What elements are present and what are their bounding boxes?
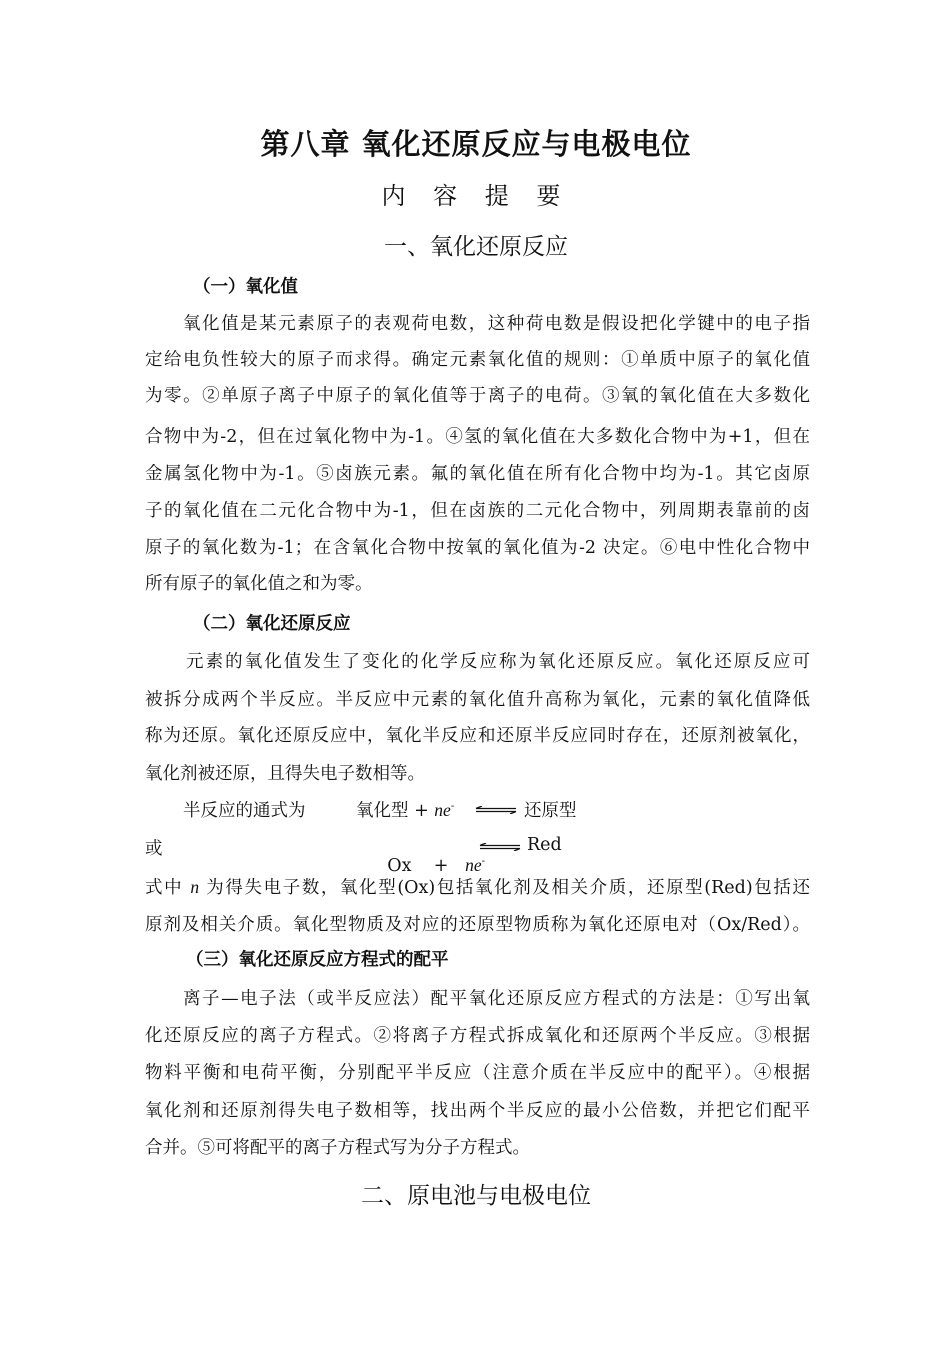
paragraph-line: 原剂及相关介质。氧化型物质及对应的还原型物质称为氧化还原电对（Ox/Red）。 — [145, 915, 810, 935]
paragraph-line: 合并。⑤可将配平的离子方程式写为分子方程式。 — [145, 1138, 530, 1158]
paragraph-line: 氧化值是某元素原子的表观荷电数，这种荷电数是假设把化学键中的电子指 — [183, 314, 810, 334]
subheading-balancing: （三）氧化还原反应方程式的配平 — [186, 950, 449, 970]
chapter-title: 第八章 氧化还原反应与电极电位 — [260, 127, 692, 161]
equation-left: Ox + ne- — [387, 855, 486, 876]
paragraph-line: 被拆分成两个半反应。半反应中元素的氧化值升高称为氧化，元素的氧化值降低 — [145, 690, 810, 710]
subheading-redox-reaction: （二）氧化还原反应 — [193, 614, 351, 634]
paragraph-line: 为零。②单原子离子中原子的氧化值等于离子的电荷。③氧的氧化值在大多数化 — [145, 386, 810, 406]
equation-right: Red — [527, 835, 562, 855]
equilibrium-arrow-icon — [474, 806, 518, 814]
paragraph-line: 氧化剂和还原剂得失电子数相等，找出两个半反应的最小公倍数，并把它们配平 — [145, 1101, 810, 1121]
subheading-oxidation-number: （一）氧化值 — [193, 277, 298, 297]
paragraph-line: 子的氧化值在二元化合物中为-1，但在卤族的二元化合物中，列周期表靠前的卤 — [145, 501, 810, 521]
subtitle: 内 容 提 要 — [381, 182, 571, 210]
paragraph-line: 离子—电子法（或半反应法）配平氧化还原反应方程式的方法是：①写出氧 — [183, 989, 810, 1009]
paragraph-line: 氧化剂被还原，且得失电子数相等。 — [145, 764, 425, 784]
paragraph-line: 称为还原。氧化还原反应中，氧化半反应和还原半反应同时存在，还原剂被氧化， — [145, 726, 810, 746]
equation-right: 还原型 — [524, 801, 577, 821]
paragraph-line: 物料平衡和电荷平衡，分别配平半反应（注意介质在半反应中的配平）。④根据 — [145, 1063, 810, 1083]
equation-or: 或 — [145, 839, 163, 859]
paragraph-line: 金属氢化物中为-1。⑤卤族元素。氟的氧化值在所有化合物中均为-1。其它卤原 — [145, 464, 810, 484]
paragraph-line: 式中 n 为得失电子数，氧化型(Ox)包括氧化剂及相关介质，还原型(Red)包括还 — [145, 877, 810, 898]
paragraph-line: 定给电负性较大的原子而求得。确定元素氧化值的规则：①单质中原子的氧化值 — [145, 350, 810, 370]
paragraph-line: 原子的氧化数为-1；在含氧化合物中按氧的氧化值为-2 决定。⑥电中性化合物中 — [145, 538, 810, 558]
paragraph-line: 元素的氧化值发生了变化的化学反应称为氧化还原反应。氧化还原反应可 — [186, 652, 810, 672]
section-title-1: 一、氧化还原反应 — [384, 234, 568, 260]
paragraph-line: 所有原子的氧化值之和为零。 — [145, 574, 373, 594]
equilibrium-arrow-icon — [478, 843, 522, 851]
paragraph-line: 合物中为-2，但在过氧化物中为-1。④氢的氧化值在大多数化合物中为+1，但在 — [145, 427, 810, 447]
equation-left: 氧化型 + ne- — [356, 800, 455, 821]
section-title-2: 二、原电池与电极电位 — [361, 1183, 591, 1209]
paragraph-line: 化还原反应的离子方程式。②将离子方程式拆成氧化和还原两个半反应。③根据 — [145, 1026, 810, 1046]
equation-prefix: 半反应的通式为 — [183, 801, 306, 821]
